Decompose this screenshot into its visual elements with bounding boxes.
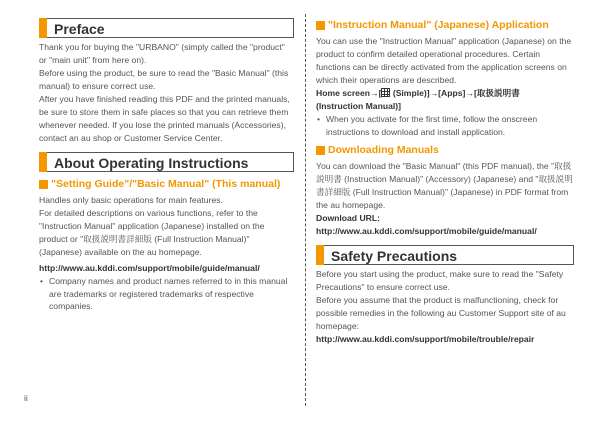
about-operating-instructions-heading: About Operating Instructions xyxy=(39,152,294,172)
bullet-dot: • xyxy=(317,114,321,124)
right-column xyxy=(316,18,574,346)
orange-square-icon xyxy=(316,146,325,155)
download-url-link[interactable]: http://www.au.kddi.com/support/mobile/guide/manual/ xyxy=(316,226,537,236)
downloading-paragraph: You can download the "Basic Manual" (this PDF manual), the "取扱説明書 (Instruction Manual)" (Accessory) (Japanese) and "取扱説明書詳細版 (Full Instruction Manual)" (Japanese) in PDF format from the au homepage. xyxy=(316,161,573,210)
about-paragraph-2: For detailed descriptions on various functions, refer to the "Instruction Manual" application (Japanese) installed on the product or "取扱説明書詳細版 (Full Instruction Manual)" (Japanese) available on the au homepage. xyxy=(39,208,265,257)
bullet-dot: • xyxy=(40,276,44,286)
setting-guide-subheading: "Setting Guide"/"Basic Manual" (This manual) xyxy=(39,177,294,191)
grid-icon xyxy=(381,88,390,97)
instruction-app-paragraph: You can use the "Instruction Manual" application (Japanese) on the product to confirm detailed operational procedures. Certain functions can be directly activated from the application screens on which their operations are described. xyxy=(316,36,572,85)
instruction-app-heading: "Instruction Manual" (Japanese) Application xyxy=(316,18,574,32)
preface-paragraph-2: Before using the product, be sure to read the "Basic Manual" (this manual) to ensure correct use. xyxy=(39,68,289,91)
preface-heading: Preface xyxy=(39,18,294,38)
page-number: ii xyxy=(24,393,28,403)
about-paragraph-1: Handles only basic operations for main features. xyxy=(39,195,223,205)
downloading-manuals-heading: Downloading Manuals xyxy=(316,143,574,157)
orange-square-icon xyxy=(39,180,48,189)
first-activation-note: • When you activate for the first time, follow the onscreen instructions to download and install application. xyxy=(317,114,538,137)
trademark-note: • Company names and product names referred to in this manual are trademarks or registered trademarks of respective companies. xyxy=(40,276,288,311)
repair-url-link[interactable]: http://www.au.kddi.com/support/mobile/trouble/repair xyxy=(316,334,535,344)
manual-url-link[interactable]: http://www.au.kddi.com/support/mobile/guide/manual/ xyxy=(39,263,260,273)
preface-paragraph-1: Thank you for buying the "URBANO" (simply called the "product" or "main unit" from here on). xyxy=(39,42,285,65)
left-column xyxy=(39,18,294,313)
column-divider xyxy=(305,14,306,406)
preface-paragraph-3: After you have finished reading this PDF and the printed manuals, be sure to store them in safe places so that you can retrieve them whenever needed. If you lose the printed manuals (Accessories), contact an au shop or Customer Service Center. xyxy=(39,94,290,143)
orange-square-icon xyxy=(316,21,325,30)
download-url-label: Download URL: xyxy=(316,213,380,223)
safety-paragraph-2: Before you assume that the product is malfunctioning, check for possible remedies in the following au Customer Support site of au homepage: xyxy=(316,295,566,331)
navigation-path: Home screen→[ (Simple)]→[Apps]→[取扱説明書 (Instruction Manual)] xyxy=(316,88,520,111)
safety-precautions-heading: Safety Precautions xyxy=(316,245,574,265)
safety-paragraph-1: Before you start using the product, make sure to read the "Safety Precautions" to ensure correct use. xyxy=(316,269,564,292)
